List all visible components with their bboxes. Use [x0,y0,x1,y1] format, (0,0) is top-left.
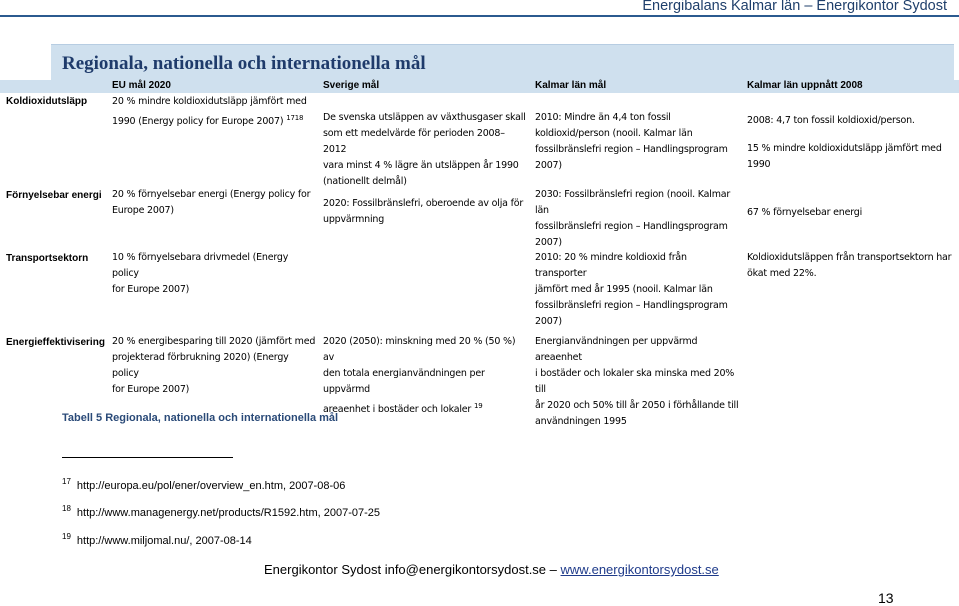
cell-kalmar-fornyelsebar: 2030: Fossilbränslefri region (nooil. Kalmar län fossilbränslefri region – Handlingsprogram 2007) [535,189,731,248]
header-rule [0,15,959,17]
footer-separator: – [549,562,557,577]
cell-sverige-fornyelsebar: 2020: Fossilbränslefri, oberoende av olja för uppvärmning [323,198,524,225]
footnote-18: $^{18}$ http://www.managenergy.net/products/R1592.htm, 2007-07-25 [62,504,380,519]
cell-uppnatt-fornyelsebar: 67 % förnyelsebar energi [747,207,863,218]
footnote-19: $^{19}$ http://www.miljomal.nu/, 2007-08-14 [62,532,252,547]
cell-eu-fornyelsebar: 20 % förnyelsebar energi (Energy policy for Europe 2007) [112,189,311,216]
footer-org: Energikontor Sydost [264,562,382,577]
cell-kalmar-koldioxid: 2010: Mindre än 4,4 ton fossil koldioxid/person (nooil. Kalmar län fossilbränslefri region – Handlingsprogram 2007) [535,112,728,171]
cell-uppnatt-transport: Koldioxidutsläppen från transportsektorn har ökat med 22%. [747,252,952,279]
footnote-17: $^{17}$ http://europa.eu/pol/ener/overview_en.htm, 2007-08-06 [62,477,346,492]
cell-eu-energieffektivisering: 20 % energibesparing till 2020 (jämfört med projekterad förbrukning 2020) (Energy policy for Europe 2007) [112,336,316,395]
row-label-transport: Transportsektorn [6,253,89,264]
page-number: 13 [878,590,894,606]
cell-eu-koldioxid: 20 % mindre koldioxidutsläpp jämfört med 1990 (Energy policy for Europe 2007) $^{1718}$ [112,96,307,128]
running-header: Energibalans Kalmar län – Energikontor Sydost [642,0,947,14]
col-header-kalmar: Kalmar län mål [535,80,607,91]
footer-email[interactable]: info@energikontorsydost.se [384,562,547,577]
row-label-fornyelsebar: Förnyelsebar energi [6,190,102,201]
col-header-uppnatt: Kalmar län uppnått 2008 [747,80,863,91]
cell-sverige-koldioxid: De svenska utsläppen av växthusgaser skall som ett medelvärde för perioden 2008–2012 vara minst 4 % lägre än utsläppen år 1990 (nationellt delmål) [323,112,526,187]
footnote-link[interactable]: http://europa.eu/pol/ener/overview_en.htm, 2007-08-06 [76,480,346,492]
cell-sverige-energieffektivisering: 2020 (2050): minskning med 20 % (50 %) av den totala energianvändningen per uppvärmd areaenhet i bostäder och lokaler $^{19}$ [323,336,516,416]
footnote-link[interactable]: http://www.miljomal.nu/, 2007-08-14 [76,535,252,547]
table-title: Regionala, nationella och internationella mål [62,53,426,74]
cell-kalmar-energieffektivisering: Energianvändningen per uppvärmd areaenhet i bostäder och lokaler ska minska med 20% till år 2020 och 50% till år 2050 i förhållande till användningen 1995 [535,336,739,427]
col-header-eu: EU mål 2020 [112,80,171,91]
row-label-koldioxid: Koldioxidutsläpp [6,96,88,107]
footnote-rule [62,457,233,458]
cell-kalmar-transport: 2010: 20 % mindre koldioxid från transporter jämfört med år 1995 (nooil. Kalmar län fossilbränslefri region – Handlingsprogram 2007) [535,252,728,327]
footnote-link[interactable]: http://www.managenergy.net/products/R1592.htm, 2007-07-25 [76,507,380,519]
cell-eu-transport: 10 % förnyelsebara drivmedel (Energy policy for Europe 2007) [112,252,289,295]
table-caption: Tabell 5 Regionala, nationella och internationella mål [62,412,339,424]
cell-uppnatt-koldioxid: 2008: 4,7 ton fossil koldioxid/person. 15 % mindre koldioxidutsläpp jämfört med 1990 [747,115,942,170]
row-label-energieffektivisering: Energieffektivisering [6,337,105,348]
col-header-sverige: Sverige mål [323,80,380,91]
page-footer [264,562,719,577]
footer-web-link[interactable]: www.energikontorsydost.se [560,562,719,577]
